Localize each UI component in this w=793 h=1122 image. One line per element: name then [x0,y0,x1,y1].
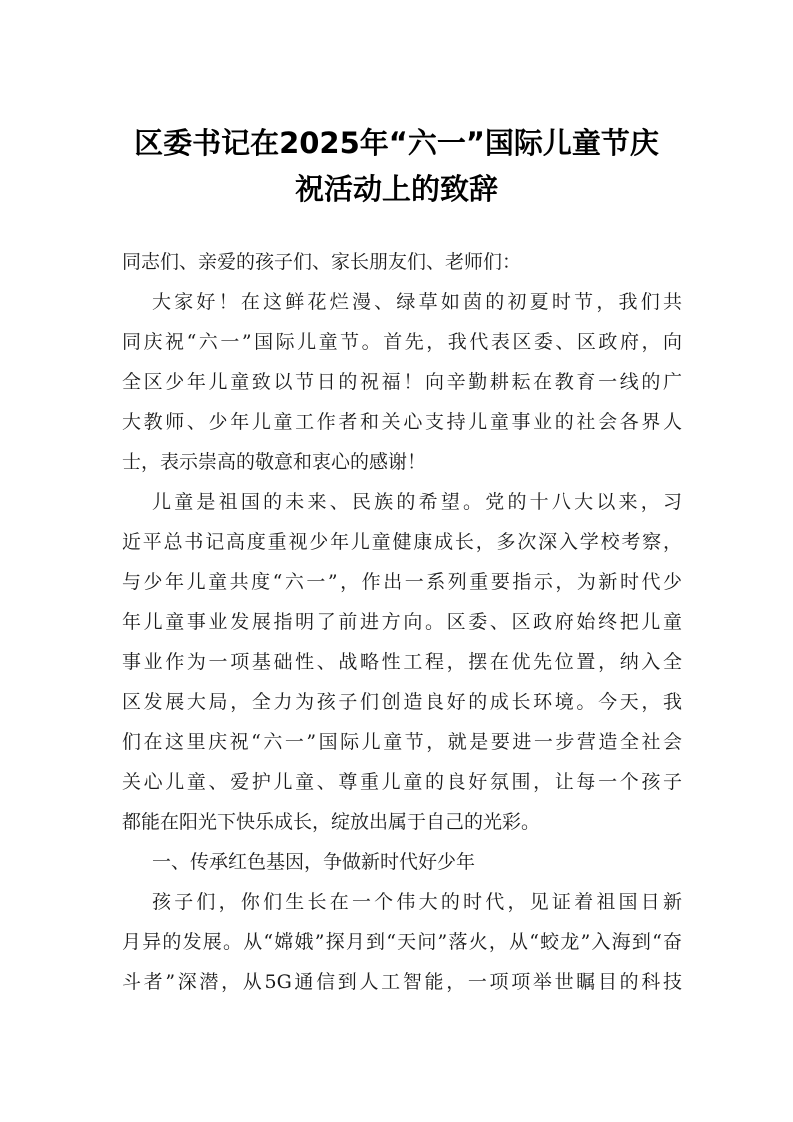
paragraph-line: 同庆祝“六一”国际儿童节。首先，我代表区委、区政府，向 [122,331,682,353]
paragraph-line: 全区少年儿童致以节日的祝福！向辛勤耕耘在教育一线的广 [122,371,682,393]
paragraph-line: 月异的发展。从“嫦娥”探月到“天问”落火，从“蛟龙”入海到“奋 [122,931,682,953]
title-line: 区委书记在2025年“六一”国际儿童节庆 [134,126,659,160]
paragraph-line: 近平总书记高度重视少年儿童健康成长，多次深入学校考察， [122,531,682,553]
salutation: 同志们、亲爱的孩子们、家长朋友们、老师们： [122,251,522,273]
paragraph-line: 大家好！在这鲜花烂漫、绿草如茵的初夏时节，我们共 [152,291,682,313]
paragraph [122,282,682,482]
paragraph-line: 们在这里庆祝“六一”国际儿童节，就是要进一步营造全社会 [122,731,682,753]
paragraph-line: 士，表示崇高的敬意和衷心的感谢！ [122,451,427,473]
document-title [110,120,683,212]
paragraph-line: 儿童是祖国的未来、民族的希望。党的十八大以来，习 [152,491,682,513]
paragraph-line: 关心儿童、爱护儿童、尊重儿童的良好氛围，让每一个孩子 [122,771,682,793]
paragraph-line: 都能在阳光下快乐成长，绽放出属于自己的光彩。 [122,811,541,833]
paragraph-line: 孩子们，你们生长在一个伟大的时代，见证着祖国日新 [152,891,682,913]
document-body [122,242,682,1002]
paragraph-line: 大教师、少年儿童工作者和关心支持儿童事业的社会各界人 [122,411,682,433]
title-line: 祝活动上的致辞 [294,172,498,206]
paragraph-line: 与少年儿童共度“六一”，作出一系列重要指示，为新时代少 [122,571,682,593]
paragraph-line: 年儿童事业发展指明了前进方向。区委、区政府始终把儿童 [122,611,682,633]
paragraph-line: 斗者”深潜，从5G通信到人工智能，一项项举世瞩目的科技 [122,971,682,993]
paragraph-line: 区发展大局，全力为孩子们创造良好的成长环境。今天，我 [122,691,682,713]
paragraph-line: 事业作为一项基础性、战略性工程，摆在优先位置，纳入全 [122,651,682,673]
paragraph [122,882,682,1002]
paragraph [122,482,682,842]
section-heading: 一、传承红色基因，争做新时代好少年 [152,851,476,873]
